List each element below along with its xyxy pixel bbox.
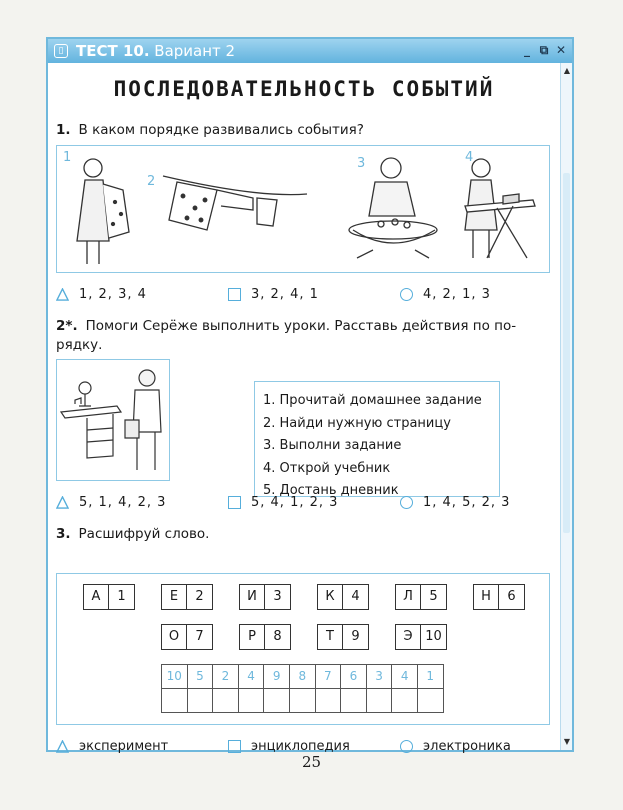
key-pair: О 7 xyxy=(161,624,213,650)
code-cell: 4 xyxy=(238,664,265,689)
question-2: 2*. Помоги Серёже выполнить уроки. Расставь действия по по- рядку. xyxy=(56,318,517,353)
code-cell: 9 xyxy=(263,664,290,689)
code-cell: 1 xyxy=(417,664,444,689)
close-icon[interactable]: ✕ xyxy=(555,43,567,57)
circle-icon xyxy=(400,288,413,301)
q3-option-square[interactable]: энциклопедия xyxy=(228,739,350,754)
worksheet-window xyxy=(46,37,574,752)
key-pair: К 4 xyxy=(317,584,369,610)
square-icon xyxy=(228,288,241,301)
answer-cell[interactable] xyxy=(391,688,418,713)
square-icon xyxy=(228,496,241,509)
key-pair: Р 8 xyxy=(239,624,291,650)
step-item: 5. Достань дневник xyxy=(263,483,399,498)
key-pair: А 1 xyxy=(83,584,135,610)
answer-cell[interactable] xyxy=(315,688,342,713)
code-cell: 4 xyxy=(391,664,418,689)
q3-option-circle[interactable]: электроника xyxy=(400,739,511,754)
q3-option-triangle[interactable]: эксперимент xyxy=(56,739,168,754)
vertical-scrollbar[interactable] xyxy=(560,63,572,750)
question-2-picture xyxy=(56,359,170,481)
step-item: 2. Найди нужную страницу xyxy=(263,415,451,431)
boy-washing-illustration xyxy=(349,158,437,258)
page-number: 25 xyxy=(301,753,322,771)
question-1-options xyxy=(48,287,560,307)
square-icon xyxy=(228,740,241,753)
steps-list-box xyxy=(254,381,500,497)
restore-icon[interactable]: ⧉ xyxy=(539,43,549,57)
answer-cell[interactable] xyxy=(187,688,214,713)
code-cell: 2 xyxy=(212,664,239,689)
page-title: ПОСЛЕДОВАТЕЛЬНОСТЬ СОБЫТИЙ xyxy=(113,77,495,101)
scroll-up-icon[interactable]: ▲ xyxy=(563,66,571,75)
picture-label-4: 4 xyxy=(465,150,474,165)
boy-at-desk-illustration xyxy=(57,360,167,478)
question-1: 1. В каком порядке развивались события? xyxy=(56,122,364,138)
girl-with-dress-illustration xyxy=(77,159,129,264)
key-pair: И 3 xyxy=(239,584,291,610)
picture-label-2: 2 xyxy=(147,174,156,189)
answer-cell[interactable] xyxy=(340,688,367,713)
triangle-icon xyxy=(56,496,69,509)
question-3: 3. Расшифруй слово. xyxy=(56,526,210,542)
answer-cell[interactable] xyxy=(238,688,265,713)
q1-option-square[interactable]: 3, 2, 4, 1 xyxy=(228,287,319,302)
q1-option-triangle[interactable]: 1, 2, 3, 4 xyxy=(56,287,147,302)
code-cell: 6 xyxy=(340,664,367,689)
key-pair: Т 9 xyxy=(317,624,369,650)
answer-cell[interactable] xyxy=(417,688,444,713)
step-item: 3. Выполни задание xyxy=(263,438,402,453)
key-pair: Э 10 xyxy=(395,624,447,650)
code-cell: 10 xyxy=(161,664,188,689)
answer-cell[interactable] xyxy=(263,688,290,713)
cipher-box xyxy=(56,573,550,725)
q2-option-square[interactable]: 5, 4, 1, 2, 3 xyxy=(228,495,338,510)
code-cell: 7 xyxy=(315,664,342,689)
q2-option-circle[interactable]: 1, 4, 5, 2, 3 xyxy=(400,495,510,510)
book-icon: ▯ xyxy=(54,44,68,58)
key-pair: Н 6 xyxy=(473,584,525,610)
code-cell: 5 xyxy=(187,664,214,689)
circle-icon xyxy=(400,740,413,753)
answer-cell[interactable] xyxy=(161,688,188,713)
question-2-options xyxy=(48,495,560,515)
triangle-icon xyxy=(56,288,69,301)
clothesline-illustration xyxy=(163,176,307,230)
step-item: 1. Прочитай домашнее задание xyxy=(263,393,482,408)
minimize-icon[interactable]: _ xyxy=(524,43,530,57)
code-cell: 3 xyxy=(366,664,393,689)
circle-icon xyxy=(400,496,413,509)
girl-ironing-illustration xyxy=(465,159,535,258)
scroll-down-icon[interactable]: ▼ xyxy=(563,737,571,746)
triangle-icon xyxy=(56,740,69,753)
key-pair: Л 5 xyxy=(395,584,447,610)
worksheet-content xyxy=(48,63,560,754)
question-1-pictures xyxy=(56,145,550,273)
scroll-thumb[interactable] xyxy=(563,173,570,533)
answer-cell[interactable] xyxy=(212,688,239,713)
answer-cell[interactable] xyxy=(289,688,316,713)
picture-label-1: 1 xyxy=(63,150,72,165)
title-bar xyxy=(48,39,572,63)
story-illustrations xyxy=(57,146,547,270)
q1-option-circle[interactable]: 4, 2, 1, 3 xyxy=(400,287,491,302)
step-item: 4. Открой учебник xyxy=(263,460,391,476)
window-title: ТЕСТ 10. Вариант 2 xyxy=(76,42,236,60)
picture-label-3: 3 xyxy=(357,156,366,171)
code-cell: 8 xyxy=(289,664,316,689)
key-pair: Е 2 xyxy=(161,584,213,610)
answer-cell[interactable] xyxy=(366,688,393,713)
q2-option-triangle[interactable]: 5, 1, 4, 2, 3 xyxy=(56,495,166,510)
cipher-grid xyxy=(161,664,443,712)
